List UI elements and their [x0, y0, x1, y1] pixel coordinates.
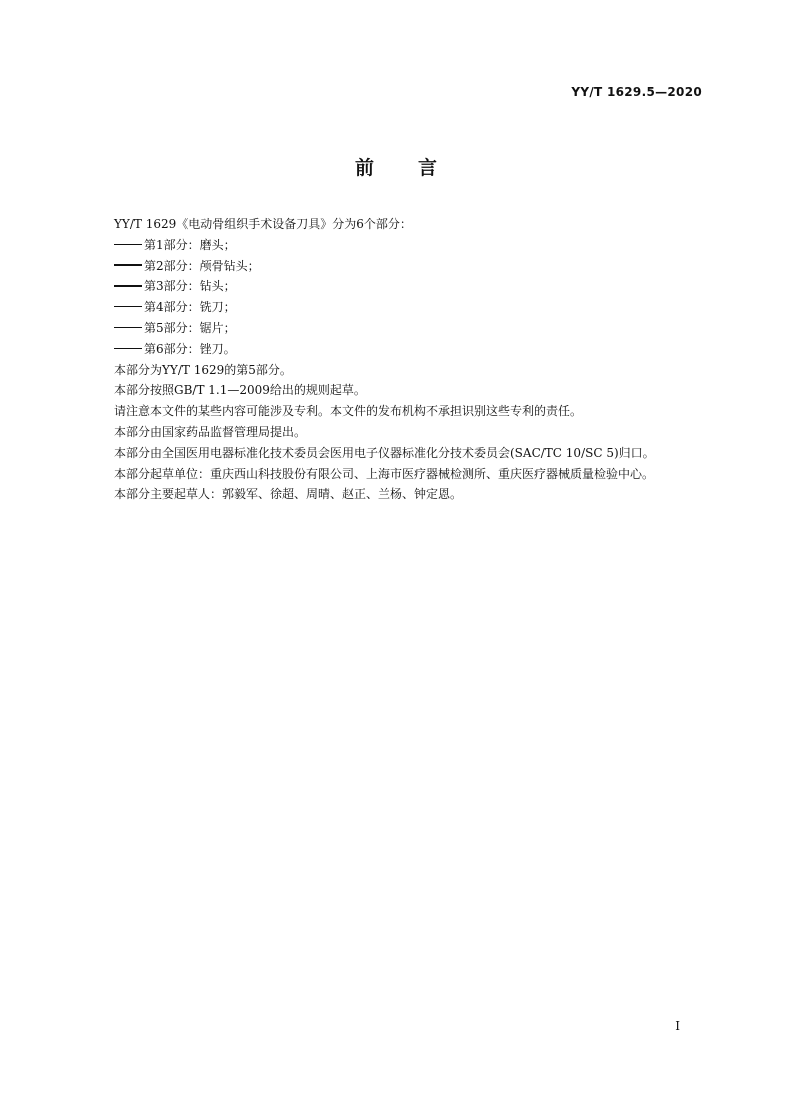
- dash-mark: [114, 285, 142, 286]
- part-list-item: [88, 256, 706, 277]
- dash-mark: [114, 327, 142, 328]
- part-item-text: 第4部分：铣刀；: [144, 300, 236, 315]
- body-paragraph: 本部分按照GB/T 1.1—2009给出的规则起草。: [114, 383, 366, 398]
- page-number: I: [675, 1019, 680, 1033]
- part-list-item: [88, 318, 706, 339]
- dash-mark: [114, 348, 142, 349]
- part-item-text: 第2部分：颅骨钻头；: [144, 258, 260, 273]
- page-title: [0, 153, 792, 180]
- intro-paragraph: YY/T 1629《电动骨组织手术设备刀具》分为6个部分：: [114, 217, 412, 231]
- part-list-item: [88, 297, 706, 318]
- body-paragraph: 请注意本文件的某些内容可能涉及专利。本文件的发布机构不承担识别这些专利的责任。: [114, 404, 583, 419]
- part-list-item: [88, 235, 706, 256]
- dash-mark: [114, 244, 142, 245]
- part-list-item: [88, 276, 706, 297]
- part-item-text: 第3部分：钻头；: [144, 279, 236, 294]
- foreword-body: [88, 214, 706, 505]
- dash-mark: [114, 264, 142, 265]
- title-char-2: 言: [418, 157, 438, 179]
- standard-code: YY/T 1629.5—2020: [571, 85, 702, 99]
- part-item-text: 第5部分：锯片；: [144, 320, 236, 335]
- dash-mark: [114, 306, 142, 307]
- body-paragraph: 本部分起草单位：重庆西山科技股份有限公司、上海市医疗器械检测所、重庆医疗器械质量检验中心。: [114, 466, 655, 481]
- body-paragraph: 本部分主要起草人：郭毅军、徐超、周晴、赵正、兰杨、钟定恩。: [114, 487, 463, 502]
- body-paragraph: 本部分由国家药品监督管理局提出。: [114, 424, 307, 439]
- body-paragraph: 本部分为YY/T 1629的第5部分。: [114, 362, 292, 377]
- part-list-item: [88, 339, 706, 360]
- part-item-text: 第6部分：锉刀。: [144, 341, 236, 356]
- body-paragraph: 本部分由全国医用电器标准化技术委员会医用电子仪器标准化分技术委员会(SAC/TC 10/SC 5)归口。: [114, 445, 655, 460]
- part-item-text: 第1部分：磨头；: [144, 237, 236, 252]
- title-char-1: 前: [354, 157, 374, 179]
